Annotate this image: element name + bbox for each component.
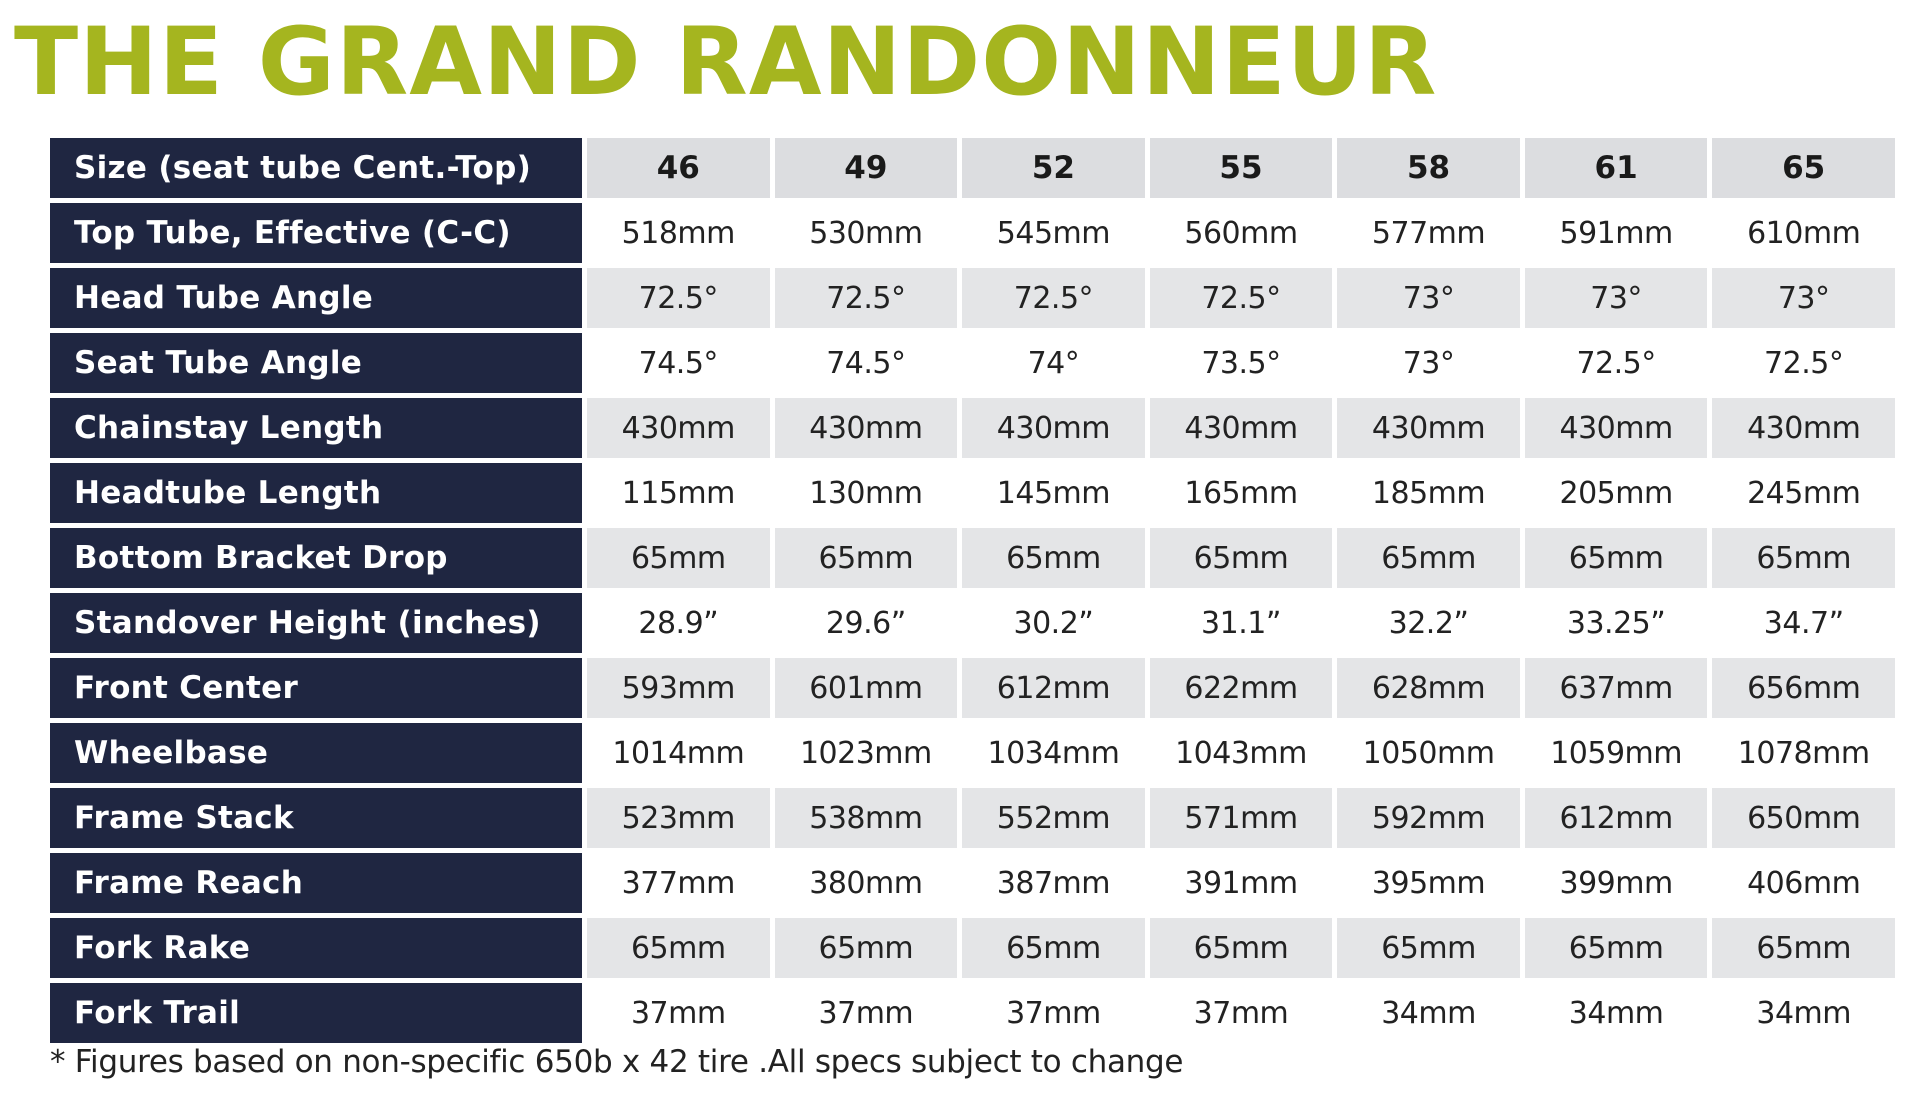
size-header-label: Size (seat tube Cent.-Top) [50, 138, 582, 198]
table-cell: 430mm [1337, 398, 1520, 458]
table-cell: 592mm [1337, 788, 1520, 848]
table-cell: 73° [1525, 268, 1708, 328]
table-cell: 65mm [775, 918, 958, 978]
row-label: Frame Stack [50, 788, 582, 848]
table-cell: 37mm [962, 983, 1145, 1043]
row-label: Front Center [50, 658, 582, 718]
table-cell: 622mm [1150, 658, 1333, 718]
table-cell: 1078mm [1712, 723, 1895, 783]
table-row [50, 853, 1895, 913]
table-cell: 65mm [1150, 528, 1333, 588]
size-header-cell: 52 [962, 138, 1145, 198]
table-cell: 1034mm [962, 723, 1145, 783]
table-cell: 205mm [1525, 463, 1708, 523]
table-row [50, 723, 1895, 783]
table-row [50, 398, 1895, 458]
table-cell: 399mm [1525, 853, 1708, 913]
table-cell: 72.5° [587, 268, 770, 328]
table-cell: 65mm [1712, 918, 1895, 978]
table-cell: 65mm [587, 918, 770, 978]
table-cell: 65mm [1712, 528, 1895, 588]
table-cell: 34.7” [1712, 593, 1895, 653]
table-cell: 406mm [1712, 853, 1895, 913]
table-row [50, 333, 1895, 393]
table-cell: 430mm [1712, 398, 1895, 458]
table-cell: 34mm [1525, 983, 1708, 1043]
table-cell: 74.5° [775, 333, 958, 393]
table-cell: 650mm [1712, 788, 1895, 848]
table-cell: 593mm [587, 658, 770, 718]
table-cell: 37mm [587, 983, 770, 1043]
table-cell: 430mm [1525, 398, 1708, 458]
size-header-row [50, 138, 1895, 198]
table-cell: 518mm [587, 203, 770, 263]
row-label: Top Tube, Effective (C-C) [50, 203, 582, 263]
row-label: Seat Tube Angle [50, 333, 582, 393]
table-cell: 628mm [1337, 658, 1520, 718]
table-cell: 395mm [1337, 853, 1520, 913]
table-cell: 65mm [1150, 918, 1333, 978]
table-cell: 34mm [1337, 983, 1520, 1043]
table-cell: 65mm [587, 528, 770, 588]
table-cell: 1059mm [1525, 723, 1708, 783]
table-cell: 72.5° [1150, 268, 1333, 328]
table-cell: 538mm [775, 788, 958, 848]
table-cell: 391mm [1150, 853, 1333, 913]
table-cell: 65mm [962, 918, 1145, 978]
table-cell: 73.5° [1150, 333, 1333, 393]
table-cell: 656mm [1712, 658, 1895, 718]
table-cell: 72.5° [775, 268, 958, 328]
row-label: Frame Reach [50, 853, 582, 913]
table-cell: 130mm [775, 463, 958, 523]
table-cell: 1014mm [587, 723, 770, 783]
table-cell: 65mm [1525, 918, 1708, 978]
table-cell: 560mm [1150, 203, 1333, 263]
table-cell: 37mm [1150, 983, 1333, 1043]
size-header-cell: 46 [587, 138, 770, 198]
table-row [50, 593, 1895, 653]
table-cell: 72.5° [962, 268, 1145, 328]
table-cell: 552mm [962, 788, 1145, 848]
table-cell: 73° [1337, 268, 1520, 328]
size-header-cell: 55 [1150, 138, 1333, 198]
row-label: Fork Trail [50, 983, 582, 1043]
table-cell: 28.9” [587, 593, 770, 653]
table-cell: 1050mm [1337, 723, 1520, 783]
table-cell: 591mm [1525, 203, 1708, 263]
table-cell: 165mm [1150, 463, 1333, 523]
footnote: * Figures based on non-specific 650b x 42 tire .All specs subject to change [50, 1044, 1184, 1080]
row-label: Bottom Bracket Drop [50, 528, 582, 588]
table-cell: 65mm [1337, 528, 1520, 588]
table-cell: 37mm [775, 983, 958, 1043]
table-cell: 577mm [1337, 203, 1520, 263]
table-cell: 1043mm [1150, 723, 1333, 783]
table-cell: 65mm [1525, 528, 1708, 588]
table-cell: 430mm [1150, 398, 1333, 458]
table-row [50, 463, 1895, 523]
table-cell: 72.5° [1712, 333, 1895, 393]
table-cell: 430mm [587, 398, 770, 458]
table-cell: 74° [962, 333, 1145, 393]
table-cell: 74.5° [587, 333, 770, 393]
table-cell: 571mm [1150, 788, 1333, 848]
table-cell: 65mm [775, 528, 958, 588]
table-cell: 34mm [1712, 983, 1895, 1043]
table-cell: 72.5° [1525, 333, 1708, 393]
table-cell: 31.1” [1150, 593, 1333, 653]
table-row [50, 788, 1895, 848]
table-cell: 430mm [962, 398, 1145, 458]
table-cell: 65mm [1337, 918, 1520, 978]
table-cell: 530mm [775, 203, 958, 263]
table-cell: 387mm [962, 853, 1145, 913]
table-cell: 115mm [587, 463, 770, 523]
table-cell: 73° [1337, 333, 1520, 393]
row-label: Head Tube Angle [50, 268, 582, 328]
table-cell: 30.2” [962, 593, 1145, 653]
table-row [50, 203, 1895, 263]
row-label: Standover Height (inches) [50, 593, 582, 653]
table-row [50, 918, 1895, 978]
size-header-cell: 58 [1337, 138, 1520, 198]
row-label: Chainstay Length [50, 398, 582, 458]
row-label: Headtube Length [50, 463, 582, 523]
row-label: Wheelbase [50, 723, 582, 783]
geometry-table [45, 133, 1900, 1048]
table-cell: 33.25” [1525, 593, 1708, 653]
table-row [50, 983, 1895, 1043]
table-cell: 380mm [775, 853, 958, 913]
table-cell: 32.2” [1337, 593, 1520, 653]
table-cell: 73° [1712, 268, 1895, 328]
table-cell: 523mm [587, 788, 770, 848]
table-row [50, 268, 1895, 328]
size-header-cell: 49 [775, 138, 958, 198]
row-label: Fork Rake [50, 918, 582, 978]
table-cell: 612mm [1525, 788, 1708, 848]
page-title: THE GRAND RANDONNEUR [14, 8, 1438, 117]
table-cell: 65mm [962, 528, 1145, 588]
table-cell: 637mm [1525, 658, 1708, 718]
table-cell: 29.6” [775, 593, 958, 653]
table-cell: 545mm [962, 203, 1145, 263]
table-cell: 601mm [775, 658, 958, 718]
table-cell: 610mm [1712, 203, 1895, 263]
size-header-cell: 65 [1712, 138, 1895, 198]
size-header-cell: 61 [1525, 138, 1708, 198]
table-row [50, 528, 1895, 588]
table-cell: 145mm [962, 463, 1145, 523]
table-cell: 185mm [1337, 463, 1520, 523]
geometry-table-body [50, 203, 1895, 1043]
table-cell: 245mm [1712, 463, 1895, 523]
table-cell: 1023mm [775, 723, 958, 783]
table-cell: 377mm [587, 853, 770, 913]
table-cell: 430mm [775, 398, 958, 458]
table-cell: 612mm [962, 658, 1145, 718]
table-row [50, 658, 1895, 718]
